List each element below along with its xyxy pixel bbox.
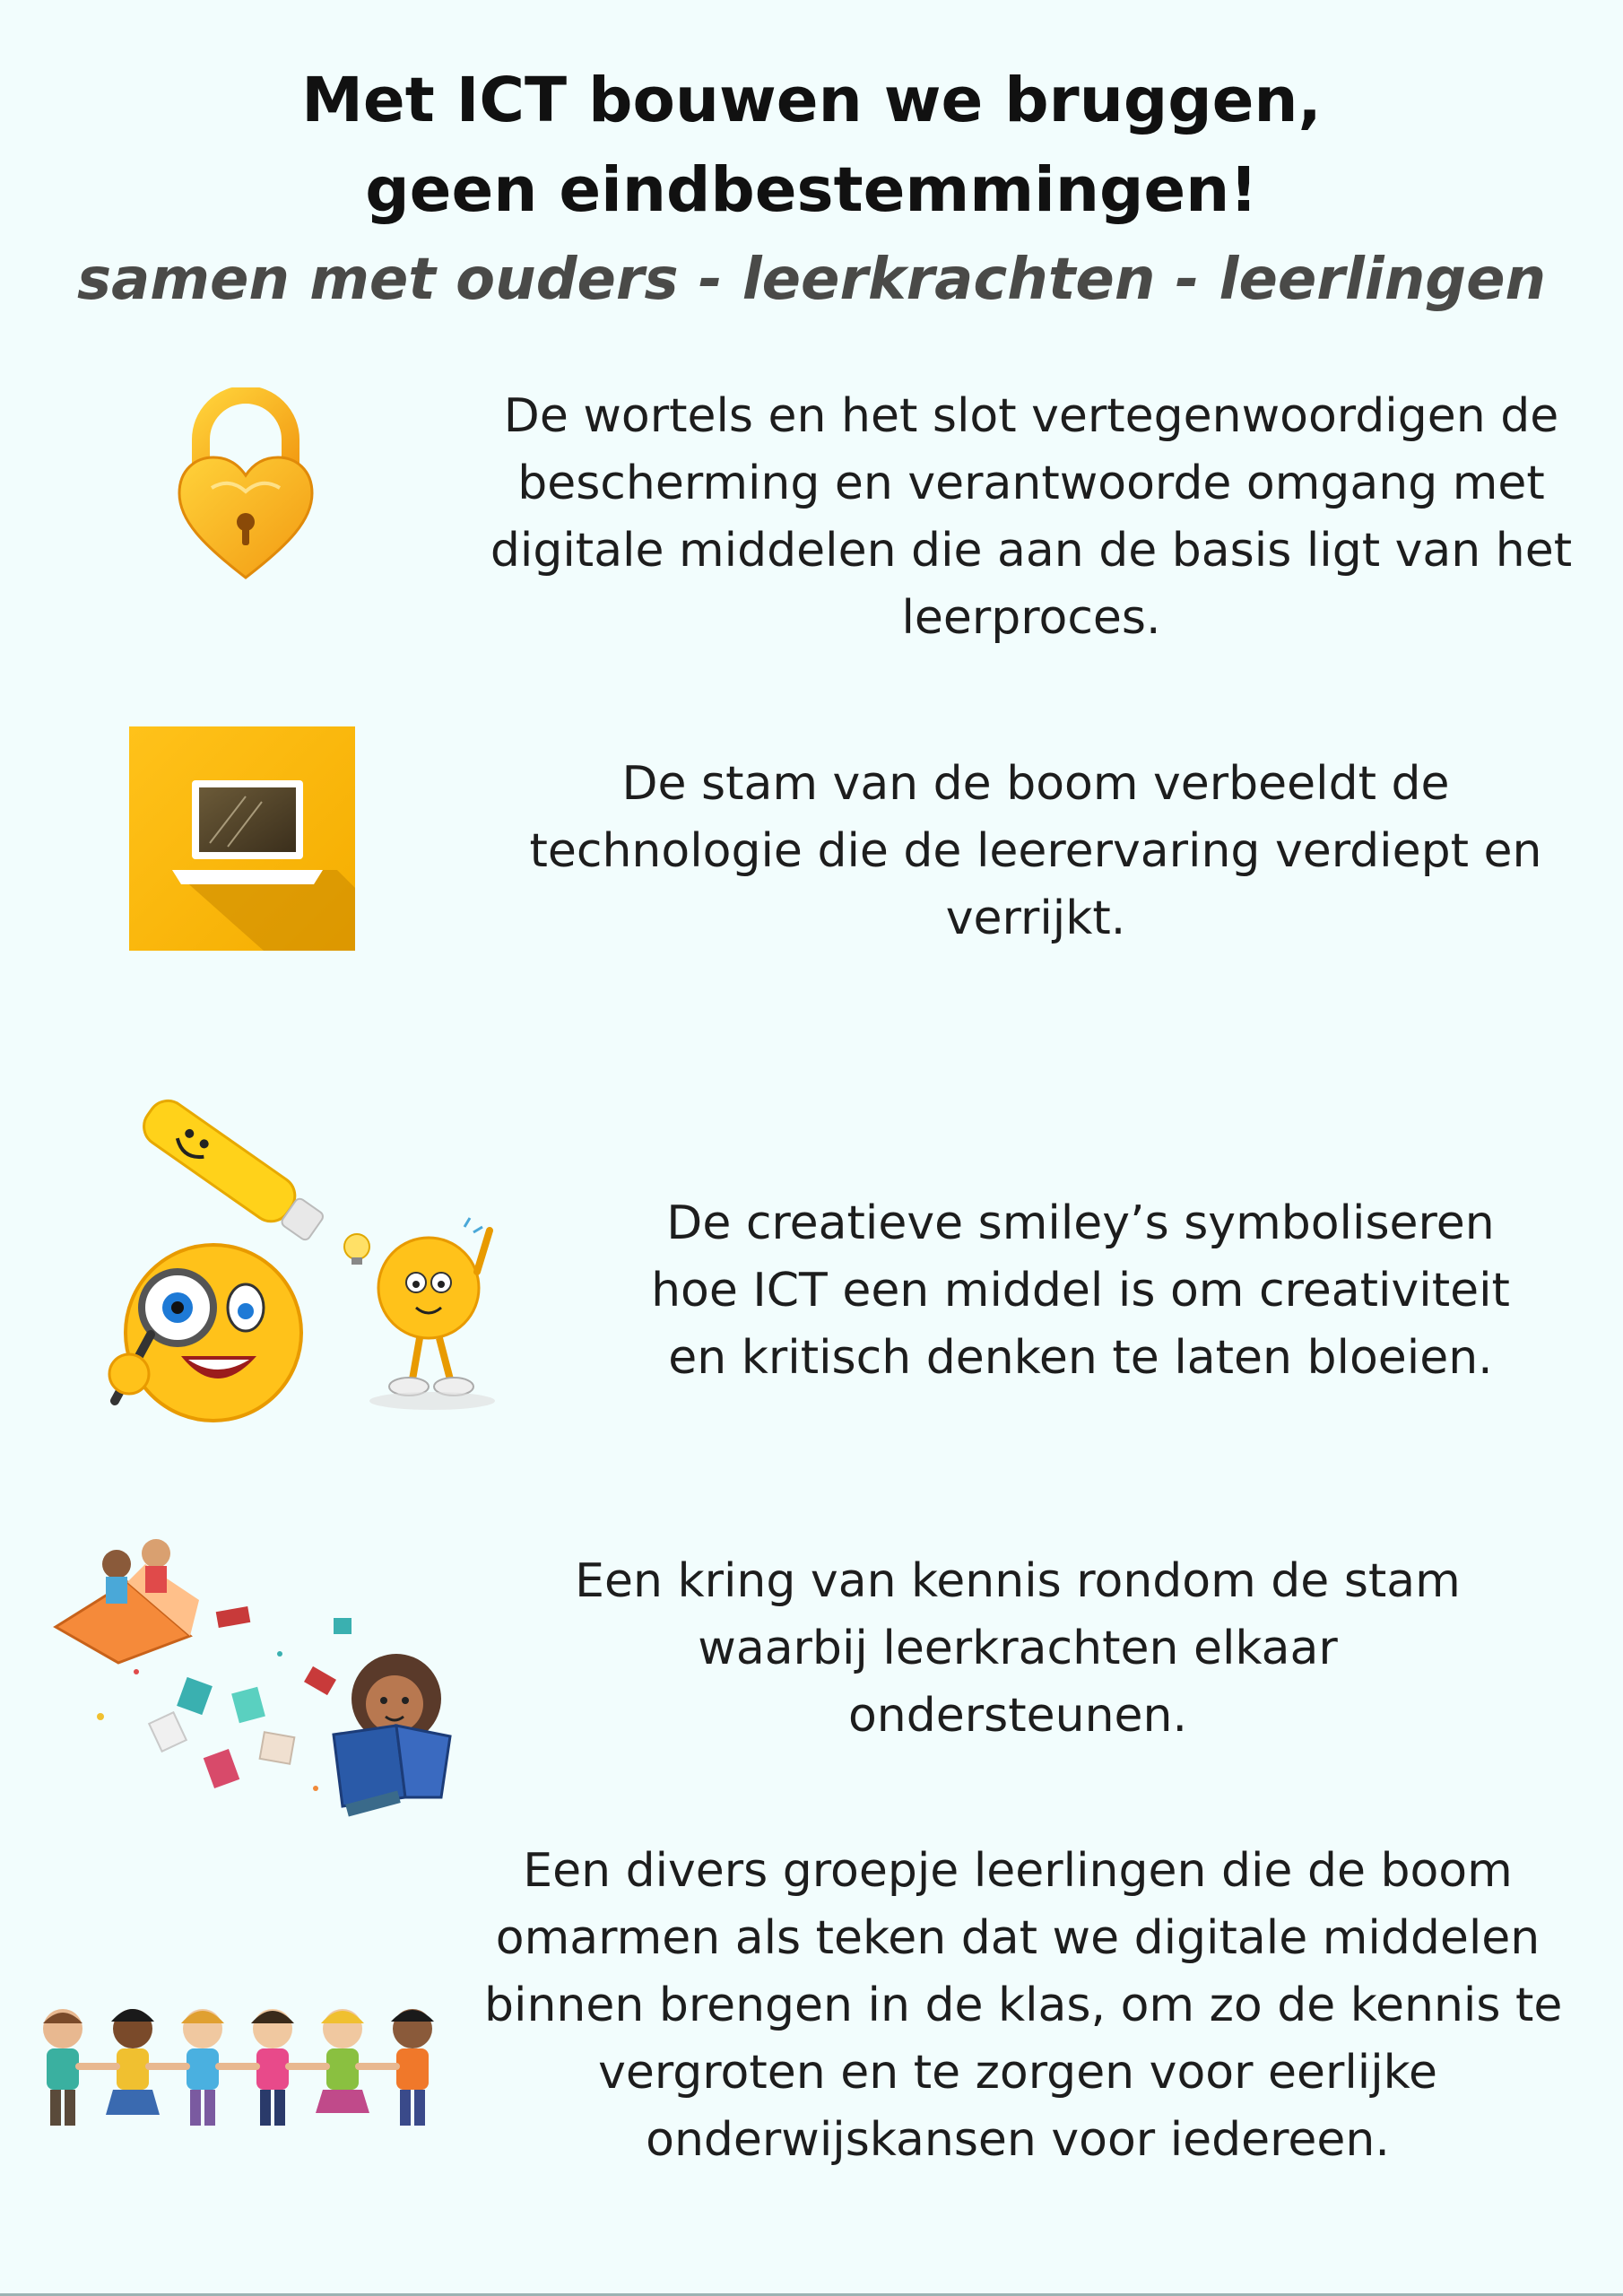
text-line: Een kring van kennis rondom de stam: [575, 1554, 1461, 1608]
poster-header: [0, 56, 1623, 325]
children-holding-hands-icon: [23, 2004, 454, 2138]
text-line: Een divers groepje leerlingen die de boom: [523, 1844, 1513, 1898]
text-line: digitale middelen die aan de basis ligt van het: [490, 524, 1573, 578]
title-line-2: geen eindbestemmingen!: [365, 154, 1258, 226]
text-block-1: [466, 383, 1596, 652]
text-line: bescherming en verantwoorde omgang met: [517, 457, 1545, 510]
laptop-icon: [129, 726, 355, 951]
text-line: De stam van de boom verbeeldt de: [621, 757, 1450, 811]
kids-reading-books-icon: [47, 1528, 459, 1833]
heart-padlock-icon: [176, 387, 316, 585]
text-block-3: [637, 1190, 1524, 1392]
text-line: onderwijskansen voor iedereen.: [646, 2113, 1390, 2167]
text-line: vergroten en te zorgen voor eerlijke: [598, 2046, 1437, 2100]
text-block-4: [520, 1548, 1515, 1750]
text-line: hoe ICT een middel is om creativiteit: [651, 1264, 1510, 1318]
text-line: De wortels en het slot vertegenwoordigen de: [503, 389, 1559, 443]
text-line: binnen brengen in de klas, om zo de kennis te: [484, 1979, 1563, 2032]
text-block-2: [529, 751, 1542, 952]
subtitle: samen met ouders - leerkrachten - leerlingen: [76, 247, 1547, 313]
text-line: omarmen als teken dat we digitale middelen: [495, 1911, 1541, 1965]
text-block-5: [484, 1838, 1563, 2174]
text-line: technologie die de leerervaring verdiept en: [529, 824, 1542, 878]
text-line: verrijkt.: [945, 891, 1126, 945]
title-line-1: Met ICT bouwen we bruggen,: [301, 65, 1322, 136]
text-line: ondersteunen.: [847, 1689, 1187, 1743]
text-line: De creatieve smiley’s symboliseren: [666, 1196, 1495, 1250]
creative-smileys-icon: [88, 1073, 518, 1428]
text-line: waarbij leerkrachten elkaar: [698, 1622, 1338, 1675]
text-line: leerproces.: [901, 591, 1161, 645]
text-line: en kritisch denken te laten bloeien.: [668, 1331, 1493, 1385]
